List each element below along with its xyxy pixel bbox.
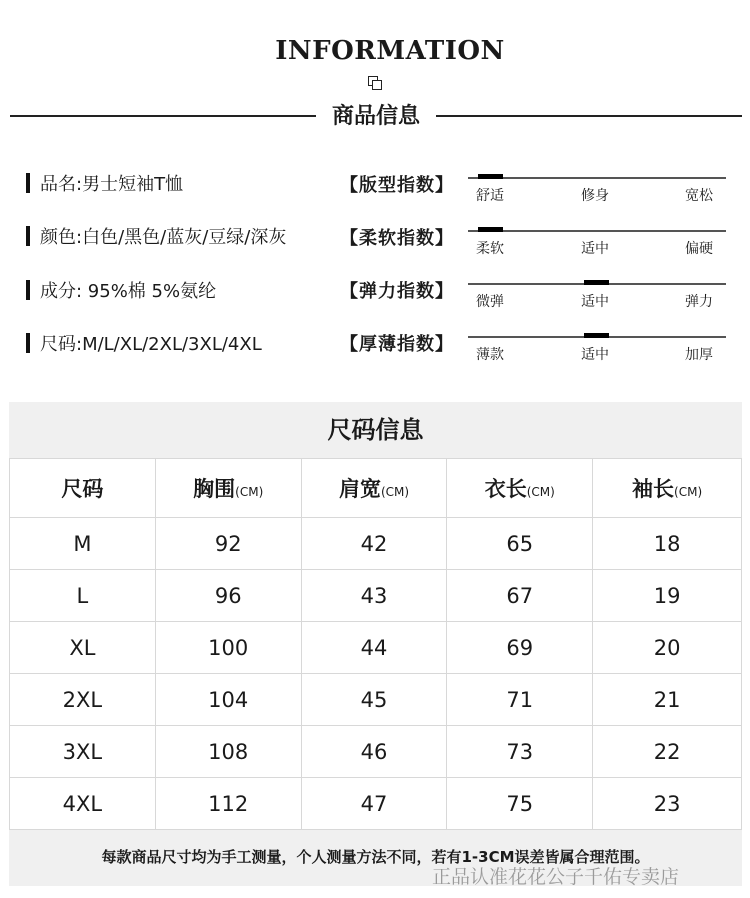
attribute-sizes <box>26 330 262 356</box>
fit-index-scale <box>468 174 728 214</box>
scale-label-high: 弹力 <box>685 294 713 310</box>
scale-label-mid: 适中 <box>581 294 609 310</box>
divider-left <box>10 115 316 117</box>
table-row <box>10 518 742 570</box>
bullet-bar <box>26 226 30 246</box>
bullet-bar <box>26 173 30 193</box>
table-cell: 71 <box>447 674 593 726</box>
attribute-colors-text: 颜色:白色/黑色/蓝灰/豆绿/深灰 <box>40 227 287 248</box>
table-row <box>10 778 742 830</box>
table-row <box>10 674 742 726</box>
scale-line <box>468 177 726 179</box>
product-info-title: 商品信息 <box>331 104 420 129</box>
elasticity-index-scale <box>468 280 728 320</box>
table-cell: 18 <box>593 518 742 570</box>
table-cell: 104 <box>155 674 301 726</box>
scale-line <box>468 230 726 232</box>
column-header: 衣长(CM) <box>447 459 593 518</box>
size-info-panel <box>9 402 742 886</box>
attribute-name <box>26 170 183 196</box>
table-cell: 100 <box>155 622 301 674</box>
attribute-material-text: 成分: 95%棉 5%氨纶 <box>40 281 217 302</box>
scale-label-low: 薄款 <box>476 347 504 363</box>
scale-marker <box>584 333 609 338</box>
table-cell: 69 <box>447 622 593 674</box>
information-title: INFORMATION <box>275 36 505 66</box>
store-watermark: 正品认准花花公子千佑专卖店 <box>432 866 680 888</box>
table-cell: L <box>10 570 156 622</box>
table-cell: 108 <box>155 726 301 778</box>
table-header-row <box>10 459 742 518</box>
table-cell: 73 <box>447 726 593 778</box>
attribute-material <box>26 277 216 303</box>
table-cell: 2XL <box>10 674 156 726</box>
table-cell: 42 <box>301 518 447 570</box>
table-cell: 96 <box>155 570 301 622</box>
thickness-index-scale <box>468 333 728 373</box>
attribute-sizes-text: 尺码:M/L/XL/2XL/3XL/4XL <box>40 334 262 355</box>
table-cell: 45 <box>301 674 447 726</box>
scale-marker <box>478 227 503 232</box>
table-cell: 75 <box>447 778 593 830</box>
table-cell: 67 <box>447 570 593 622</box>
table-cell: 46 <box>301 726 447 778</box>
table-cell: XL <box>10 622 156 674</box>
column-header: 尺码 <box>10 459 156 518</box>
table-cell: 92 <box>155 518 301 570</box>
scale-label-mid: 适中 <box>581 347 609 363</box>
bullet-bar <box>26 333 30 353</box>
size-table <box>9 458 742 830</box>
scale-label-mid: 适中 <box>581 241 609 257</box>
table-cell: 21 <box>593 674 742 726</box>
table-cell: 23 <box>593 778 742 830</box>
scale-label-high: 宽松 <box>685 188 713 204</box>
column-header: 胸围(CM) <box>155 459 301 518</box>
divider-right <box>436 115 742 117</box>
table-row <box>10 570 742 622</box>
fit-index-label: 【版型指数】 <box>340 175 454 196</box>
measurement-note: 每款商品尺寸均为手工测量，个人测量方法不同，若有1-3CM误差皆属合理范围。 <box>101 848 650 866</box>
table-row <box>10 726 742 778</box>
bullet-bar <box>26 280 30 300</box>
overlap-squares-icon <box>368 76 382 90</box>
scale-label-high: 偏硬 <box>685 241 713 257</box>
scale-label-low: 柔软 <box>476 241 504 257</box>
table-cell: 4XL <box>10 778 156 830</box>
table-row <box>10 622 742 674</box>
column-header: 袖长(CM) <box>593 459 742 518</box>
attribute-colors <box>26 223 286 249</box>
scale-label-low: 微弹 <box>476 294 504 310</box>
thickness-index-label: 【厚薄指数】 <box>340 334 454 355</box>
softness-index-scale <box>468 227 728 267</box>
scale-label-high: 加厚 <box>685 347 713 363</box>
table-cell: 20 <box>593 622 742 674</box>
table-cell: 65 <box>447 518 593 570</box>
table-cell: M <box>10 518 156 570</box>
softness-index-label: 【柔软指数】 <box>340 228 454 249</box>
table-cell: 43 <box>301 570 447 622</box>
size-info-title: 尺码信息 <box>327 416 424 444</box>
attribute-name-text: 品名:男士短袖T恤 <box>40 174 184 195</box>
table-cell: 3XL <box>10 726 156 778</box>
scale-marker <box>584 280 609 285</box>
scale-label-mid: 修身 <box>581 188 609 204</box>
table-cell: 47 <box>301 778 447 830</box>
scale-label-low: 舒适 <box>476 188 504 204</box>
table-cell: 112 <box>155 778 301 830</box>
column-header: 肩宽(CM) <box>301 459 447 518</box>
scale-marker <box>478 174 503 179</box>
table-cell: 22 <box>593 726 742 778</box>
table-cell: 44 <box>301 622 447 674</box>
elasticity-index-label: 【弹力指数】 <box>340 281 454 302</box>
table-cell: 19 <box>593 570 742 622</box>
